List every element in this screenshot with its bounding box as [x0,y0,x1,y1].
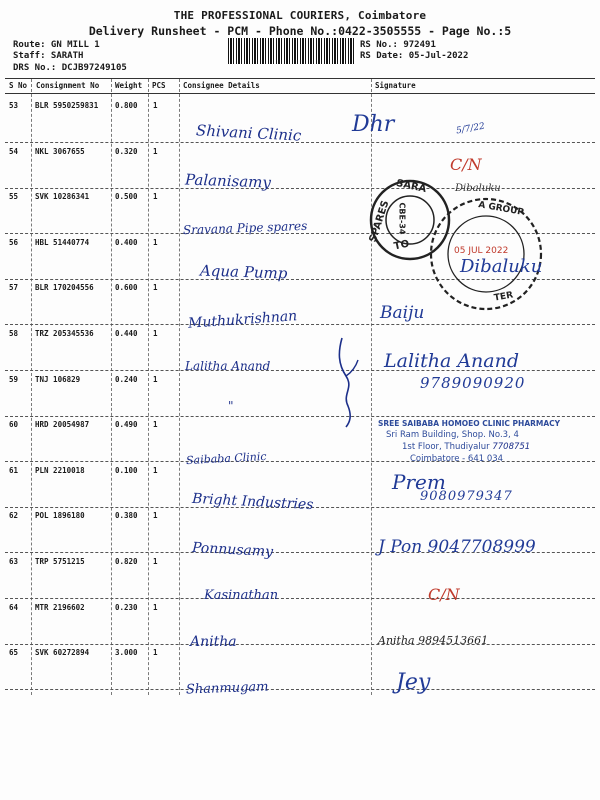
recipient-signature: Dhr [352,112,395,137]
row-weight: 0.490 [115,420,138,430]
consignee-handwriting: Anitha [190,634,237,650]
consignee-handwriting: Kasinathan [204,588,279,603]
row-consignment-number: HBL 51440774 [35,237,90,247]
stamp-signature: Dibaluku [460,256,543,277]
row-pieces: 1 [153,648,158,658]
row-serial-number: 57 [9,283,19,293]
recipient-signature: Jey [396,670,431,695]
row-pieces: 1 [153,374,158,384]
pharmacy-name: SREE SAIBABA HOMOEO CLINIC PHARMACY [378,419,561,428]
row-serial-number: 55 [9,192,19,202]
row-serial-number: 61 [9,465,19,475]
pharmacy-address: 1st Floor, Thudiyalur 7708751 [402,442,531,452]
consignee-handwriting: Lalitha Anand [185,359,271,373]
row-pieces: 1 [153,420,158,430]
consignee-handwriting: Aqua Pump [199,261,288,283]
phone-number: 9080979347 [420,489,513,504]
column-divider [148,79,149,695]
row-pieces: 1 [153,101,158,110]
row-consignment-number: TRP 5751215 [35,557,85,566]
row-serial-number: 59 [9,374,19,384]
stamp-text: TER [493,290,514,304]
consignee-handwriting: Muthukrishnan [187,308,298,332]
row-pieces: 1 [153,329,158,338]
row-weight: 0.400 [115,237,138,247]
row-serial-number: 63 [9,557,19,566]
consignee-handwriting: Shanmugam [185,679,269,698]
row-separator [5,416,595,417]
pharmacy-stamp [378,419,600,464]
row-weight: 0.100 [115,465,138,475]
row-separator [5,324,595,325]
staff-label: Staff: SARATH [13,51,84,61]
col-sno: S No [9,81,28,90]
ditto-mark: " [228,399,234,413]
row-consignment-number: TNJ 106829 [35,374,81,384]
row-serial-number: 56 [9,237,19,247]
pharmacy-address: Coimbatore - 641 034 [410,454,504,464]
stamp-text: A GROUP [477,200,525,218]
cn-mark: C/N [428,585,460,604]
row-weight: 0.320 [115,146,138,156]
row-consignment-number: PLN 2210018 [35,465,85,475]
col-weight: Weight [115,81,143,90]
column-divider [111,79,112,695]
consignee-handwriting: Sravana Pipe spares [182,218,308,238]
column-divider [179,79,180,695]
row-serial-number: 65 [9,648,19,658]
col-pcs: PCS [152,81,166,90]
row-separator [5,644,595,645]
consignee-handwriting: Saibaba Clinic [185,449,267,468]
row-consignment-number: TRZ 205345536 [35,329,94,338]
row-serial-number: 64 [9,602,19,612]
recipient-signature: Dibaluku [455,183,501,194]
pharmacy-address: Sri Ram Building, Shop. No.3, 4 [386,430,519,440]
consignee-handwriting: Bright Industries [191,490,314,514]
row-separator [5,598,595,599]
row-serial-number: 58 [9,329,19,338]
row-serial-number: 53 [9,101,19,110]
row-weight: 0.820 [115,557,138,566]
row-pieces: 1 [153,237,158,247]
header-bottom-rule [5,93,595,94]
row-consignment-number: HRD 20054987 [35,420,90,430]
row-consignment-number: SVK 60272894 [35,648,90,658]
signature-date: 5/7/22 [455,121,486,137]
row-serial-number: 60 [9,420,19,430]
cn-mark: C/N [450,155,482,174]
consignee-handwriting: Ponnusamy [191,539,274,561]
row-consignment-number: MTR 2196602 [35,602,85,612]
row-separator [5,188,595,189]
phone-number: 9789090920 [420,374,526,392]
drs-number: DRS No.: DCJB97249105 [13,63,127,73]
row-consignment-number: NKL 3067655 [35,146,85,156]
rs-number: RS No.: 972491 [360,40,436,50]
row-weight: 0.800 [115,101,138,110]
row-pieces: 1 [153,192,158,202]
stamp-text: SPARES [367,199,392,244]
stamp-text: CBE-34 [397,202,407,235]
consignee-handwriting: Palanisamy [184,170,272,192]
col-signature: Signature [375,81,416,90]
row-separator [5,689,595,690]
row-consignment-number: POL 1896180 [35,511,85,521]
column-divider [371,79,372,695]
row-pieces: 1 [153,557,158,566]
row-pieces: 1 [153,511,158,521]
runsheet-title: Delivery Runsheet - PCM - Phone No.:0422-3505555 - Page No.:5 [88,24,512,38]
recipient-signature: Prem [392,470,446,494]
col-consignment: Consignment No [36,81,100,90]
row-pieces: 1 [153,465,158,475]
row-pieces: 1 [153,602,158,612]
row-weight: 0.500 [115,192,138,202]
stamp-text: SARA [395,177,428,196]
company-title: THE PROFESSIONAL COURIERS, Coimbatore [173,9,427,22]
row-weight: 0.440 [115,329,138,338]
header-top-rule [5,78,595,79]
column-divider [31,79,32,695]
row-consignment-number: SVK 10286341 [35,192,90,202]
consignee-handwriting: Shivani Clinic [195,121,302,145]
pharmacy-phone: 7708751 [492,442,531,452]
row-weight: 0.230 [115,602,138,612]
barcode [228,38,356,64]
stamp-date: 05 JUL 2022 [454,246,509,256]
row-serial-number: 62 [9,511,19,521]
row-serial-number: 54 [9,146,19,156]
row-consignment-number: BLR 170204556 [35,283,94,293]
row-weight: 3.000 [115,648,138,658]
route-label: Route: GN MILL 1 [13,40,100,50]
row-weight: 0.240 [115,374,138,384]
col-consignee: Consignee Details [183,81,260,90]
recipient-signature: Baiju [380,303,425,323]
recipient-signature: J Pon 9047708999 [378,537,536,557]
recipient-signature: Anitha 9894513661 [378,634,489,647]
stamp-text: TO [393,238,411,253]
row-weight: 0.600 [115,283,138,293]
rs-date: RS Date: 05-Jul-2022 [360,51,469,61]
row-pieces: 1 [153,146,158,156]
row-consignment-number: BLR 5950259831 [35,101,99,110]
recipient-signature: Lalitha Anand [384,350,520,372]
bracket-stroke [336,334,362,429]
row-weight: 0.380 [115,511,138,521]
row-pieces: 1 [153,283,158,293]
